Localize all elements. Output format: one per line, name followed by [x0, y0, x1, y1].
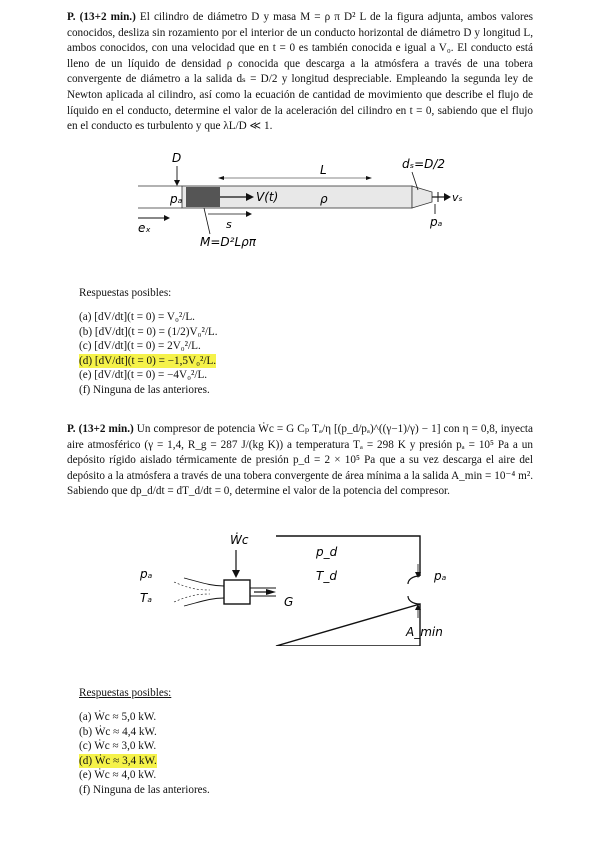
- problem-1-head: P. (13+2 min.): [67, 11, 136, 23]
- p2-option-b: (b) Ẇc ≈ 4,4 kW.: [79, 725, 157, 738]
- label-ex: eₓ: [138, 221, 151, 235]
- p1-option-e: (e) [dV/dt](t = 0) = −4V₀²/L.: [79, 369, 208, 382]
- label-D: D: [172, 151, 182, 165]
- nozzle: [412, 186, 432, 208]
- label-Amin: A_min: [406, 625, 443, 639]
- label-ds: dₛ=D/2: [402, 157, 446, 171]
- label-pa-left: pₐ: [170, 192, 183, 206]
- figure-compressor-tank: [130, 528, 470, 646]
- figure-cylinder-pipe: [120, 148, 480, 253]
- label-pd: p_d: [316, 545, 338, 559]
- p2-option-f: (f) Ninguna de las anteriores.: [79, 784, 210, 796]
- problem-1-statement: [67, 10, 533, 135]
- p1-option-c: (c) [dV/dt](t = 0) = 2V₀²/L.: [79, 340, 201, 353]
- p2-option-a: (a) Ẇc ≈ 5,0 kW.: [79, 711, 157, 723]
- label-L: L: [320, 163, 327, 177]
- label-Td: T_d: [316, 569, 337, 583]
- label-M: M=D²Lρπ: [200, 235, 256, 249]
- p1-option-a: (a) [dV/dt](t = 0) = V₀²/L.: [79, 311, 195, 323]
- label-pa-outlet: pₐ: [434, 569, 447, 583]
- problem-2-text: Un compresor de potencia Ẇc = G Cₚ Tₐ/η [(p_d/pₐ)^((γ−1)/γ) − 1] con η = 0,8, inyecta aire atmosférico (γ = 1,4, R_g = 287 J/(kg K)) a temperatura Tₐ = 298 K y presión pₐ = 10⁵ Pa a un depósito rígido aislado térmicamente de presión p_d = 2 × 10⁵ Pa que a su vez descarga el aire del depósito a la atmósfera a través de una tobera convergente de área mínima a la salida A_min = 10⁻⁴ m². Sabiendo que dp_d/dt = dT_d/dt = 0, determine el valor de la potencia del compresor.: [67, 423, 534, 498]
- problem-1-text: El cilindro de diámetro D y masa M = ρ π D² L de la figura adjunta, ambos valores conocidos, desliza sin rozamiento por el interior de un conducto horizontal de diámetro D y longitud L, ambos conocidos, con una velocidad que en t = 0 es también conocida e igual a V₀. El conducto está lleno de un líquido de densidad ρ conocida que descarga a la atmósfera a través de una tobera convergente de diámetro a la salida dₛ = D/2 y longitud despreciable. Empleando la segunda ley de Newton aplicada al cilindro, así como la ecuación de cantidad de movimiento que describe el flujo de líquido en el conducto, determine el valor de la aceleración del cilindro en t = 0, sabiendo que el flujo en el conducto es turbulento y que λL/D ≪ 1.: [67, 11, 534, 133]
- problem-1-responses-title: Respuestas posibles:: [79, 287, 172, 299]
- p1-option-d: (d) [dV/dt](t = 0) = −1,5V₀²/L.: [79, 354, 217, 367]
- p2-option-e: (e) Ẇc ≈ 4,0 kW.: [79, 769, 157, 782]
- p1-option-b: (b) [dV/dt](t = 0) = (1/2)V₀²/L.: [79, 325, 218, 338]
- cylinder: [186, 187, 220, 207]
- label-pa-inlet: pₐ: [140, 567, 153, 581]
- label-s: s: [226, 218, 232, 231]
- problem-2-responses-title: Respuestas posibles:: [79, 687, 172, 699]
- label-Ta: Tₐ: [140, 591, 153, 605]
- problem-2-head: P. (13+2 min.): [67, 423, 134, 435]
- label-Wc: Ẇc: [230, 533, 249, 547]
- label-vs: vₛ: [452, 191, 463, 204]
- problem-2-statement: [67, 422, 533, 500]
- label-Vt: V(t): [256, 190, 279, 204]
- compressor: [224, 580, 250, 604]
- p2-option-c: (c) Ẇc ≈ 3,0 kW.: [79, 740, 157, 753]
- label-pa-right: pₐ: [430, 215, 443, 229]
- p1-option-f: (f) Ninguna de las anteriores.: [79, 384, 210, 396]
- tank: [276, 536, 420, 646]
- label-rho: ρ: [320, 192, 328, 206]
- label-G: G: [284, 595, 294, 609]
- p2-option-d: (d) Ẇc ≈ 3,4 kW.: [79, 754, 157, 767]
